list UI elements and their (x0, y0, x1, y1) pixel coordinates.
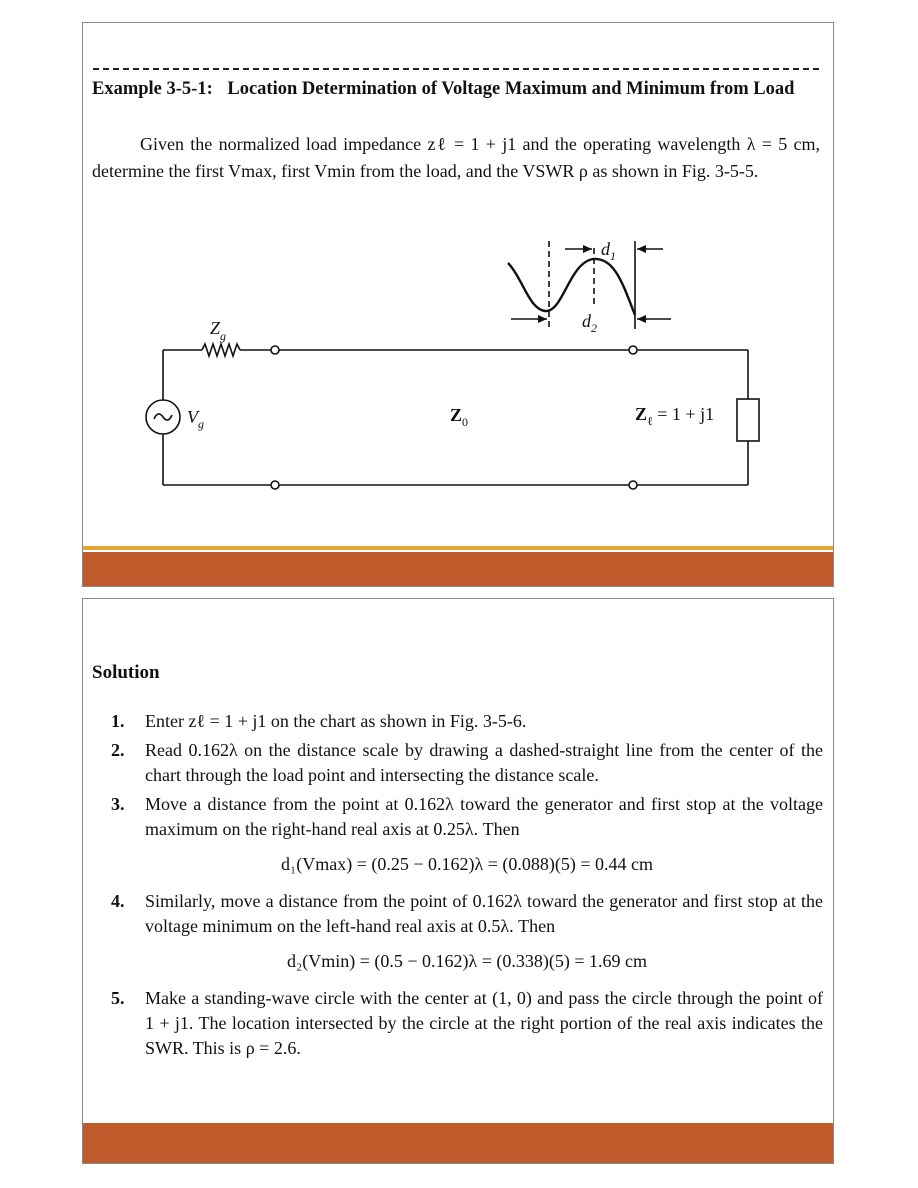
gold-accent-line (83, 546, 833, 550)
load-impedance-label: $Z_\ell = 1 + j1$ (635, 404, 715, 428)
equation-d2: d₂(Vmin) = (0.5 − 0.162)λ = (0.338)(5) = 1.69 cm (286, 951, 648, 971)
generator-resistor (202, 344, 240, 356)
load-box (737, 399, 759, 441)
solution-step (111, 709, 823, 734)
example-number: Example 3-5-1: (92, 79, 213, 99)
line-impedance-label: $Z_0$ (450, 405, 469, 429)
step-text: Read 0.162λ on the distance scale by drawing a dashed-straight line from the center of the chart through the load point and intersecting the distance scale. (145, 740, 823, 785)
transmission-line-diagram (83, 23, 834, 543)
terminal-top-right (629, 346, 637, 354)
step-text: Enter zℓ = 1 + j1 on the chart as shown in Fig. 3-5-6. (145, 711, 527, 731)
step-number: 3. (111, 794, 125, 814)
step-number: 5. (111, 988, 125, 1008)
solution-step (111, 738, 823, 788)
solution-steps (111, 709, 823, 1065)
step-text: Similarly, move a distance from the point of 0.162λ toward the generator and first stop at the voltage minimum on the left-hand real axis at 0.5λ. Then (145, 891, 823, 936)
step-number: 1. (111, 711, 125, 731)
terminal-bottom-right (629, 481, 637, 489)
source-voltage-label: $V_g$ (187, 407, 204, 431)
step-number: 4. (111, 891, 125, 911)
d1-label: $d_1$ (601, 239, 616, 263)
orange-footer-bar (83, 1123, 833, 1164)
d2-label: $d_2$ (582, 311, 597, 335)
step-text: Make a standing-wave circle with the center at (1, 0) and pass the circle through the point of 1 + j1. The location intersected by the circle at the right portion of the real axis indicates the SWR. This is ρ = 2.6. (145, 988, 823, 1058)
terminal-bottom-left (271, 481, 279, 489)
slide-solution (82, 598, 834, 1164)
step-text: Move a distance from the point at 0.162λ toward the generator and first stop at the voltage maximum on the right-hand real axis at 0.25λ. Then (145, 794, 823, 839)
solution-step (111, 889, 823, 939)
d2-arrowhead-left (538, 315, 547, 323)
orange-footer-bar (83, 552, 833, 587)
step-number: 2. (111, 740, 125, 760)
d1-arrowhead-left (583, 245, 592, 253)
generator-impedance-label: $Z_g$ (210, 318, 227, 343)
given-text: Given the normalized load impedance zℓ = 1 + j1 and the operating wavelength λ = 5 cm, determine the first Vmax, first Vmin from the load, and the VSWR ρ as shown in Fig. 3-5-5. (92, 134, 820, 181)
solution-heading: Solution (92, 662, 160, 683)
d1-arrowhead-right (637, 245, 646, 253)
ac-wave-icon (154, 414, 172, 420)
solution-step (111, 792, 823, 842)
standing-wave-curve (508, 259, 635, 315)
d2-arrowhead-right (637, 315, 646, 323)
example-title: Location Determination of Voltage Maximum and Minimum from Load (227, 79, 795, 99)
terminal-top-left (271, 346, 279, 354)
slide-example (82, 22, 834, 587)
solution-step (111, 986, 823, 1061)
equation-d1: d₁(Vmax) = (0.25 − 0.162)λ = (0.088)(5) = 0.44 cm (280, 854, 654, 874)
